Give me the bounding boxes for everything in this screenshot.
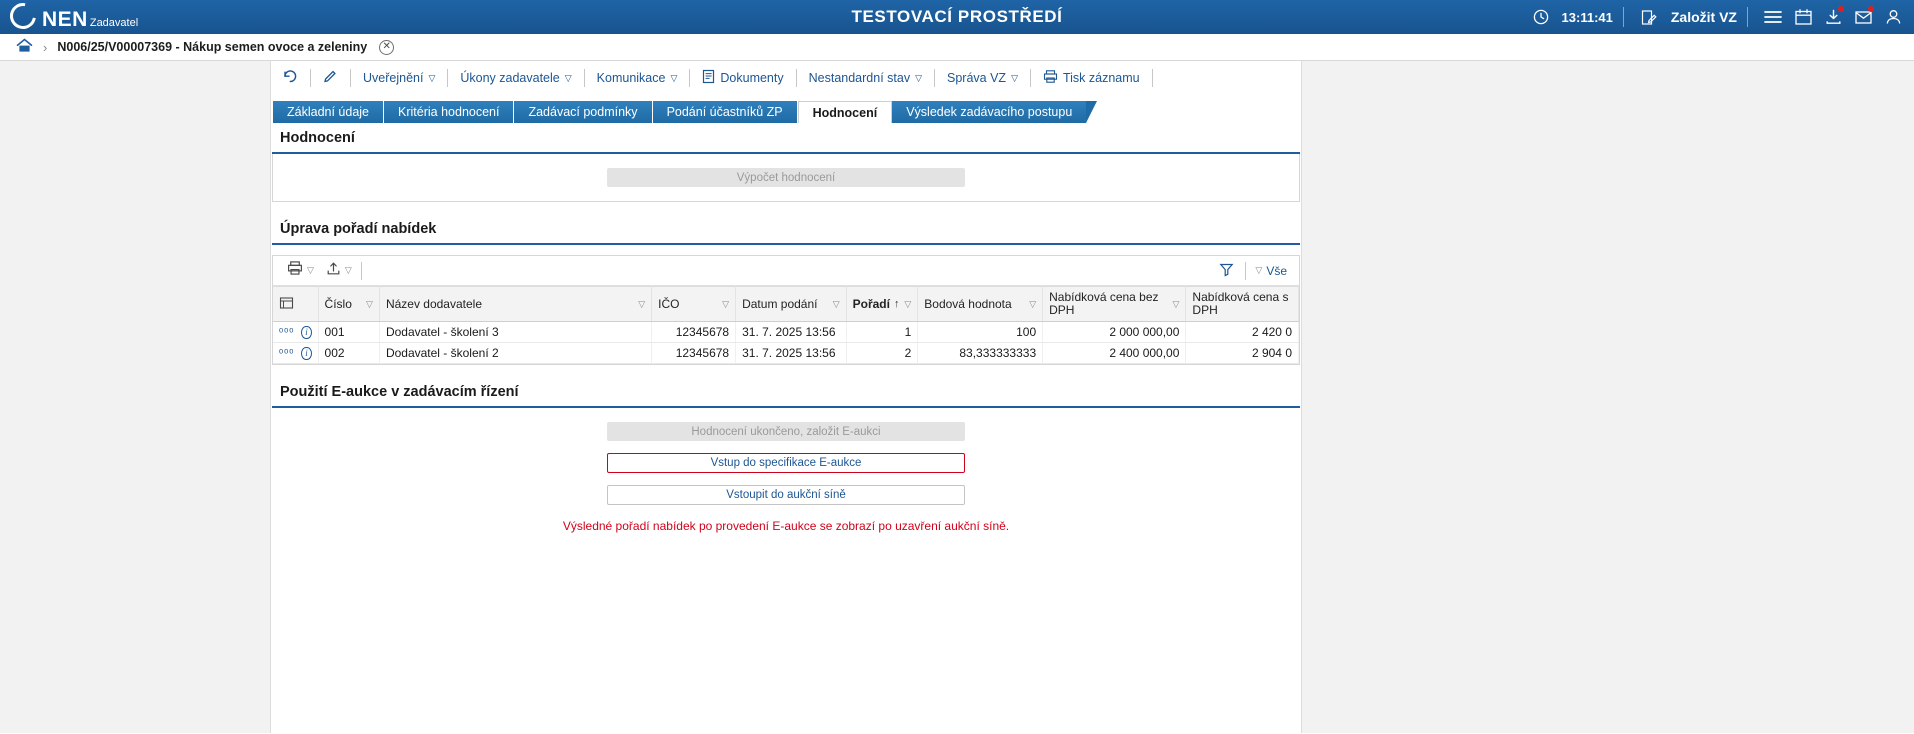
calendar-icon[interactable] (1788, 2, 1818, 32)
column-label: Nabídková cena s DPH (1192, 290, 1289, 317)
cell-ico: 12345678 (652, 322, 736, 343)
column-label: Bodová hodnota (924, 297, 1012, 311)
cell-cena-bez-dph: 2 400 000,00 (1043, 343, 1186, 364)
panel-hodnoceni (272, 154, 1300, 202)
action-nestandardni-stav[interactable] (800, 66, 931, 90)
action-sprava-vz[interactable] (938, 66, 1027, 90)
printer-icon (287, 260, 303, 281)
chevron-down-icon: ▽ (428, 72, 436, 83)
user-icon[interactable] (1878, 2, 1908, 32)
mail-icon[interactable] (1848, 2, 1878, 32)
row-actions-cell (273, 343, 318, 364)
action-toolbar (271, 61, 1301, 95)
tab-zadavaci-podminky[interactable] (514, 101, 652, 123)
section-title: Hodnocení (280, 130, 355, 146)
column-header-poradi[interactable] (846, 287, 918, 322)
cell-cislo: 002 (318, 343, 379, 364)
cell-nazev-dodavatele: Dodavatel - školení 2 (379, 343, 651, 364)
action-dokumenty-label: Dokumenty (720, 71, 784, 85)
clock-icon (1526, 2, 1556, 32)
download-badge (1838, 6, 1844, 12)
column-label: Nabídková cena bez DPH (1049, 290, 1159, 317)
download-icon[interactable] (1818, 2, 1848, 32)
tab-kriteria-hodnoceni[interactable] (384, 101, 514, 123)
cell-poradi: 1 (846, 322, 918, 343)
cell-nazev-dodavatele: Dodavatel - školení 3 (379, 322, 651, 343)
clock (1526, 2, 1613, 32)
section-header-poradi (272, 214, 1300, 245)
breadcrumb-item-label[interactable]: N006/25/V00007369 - Nákup semen ovoce a zeleniny (57, 40, 368, 54)
calculate-evaluation-button[interactable]: Výpočet hodnocení (607, 168, 965, 187)
tab-label: Základní údaje (287, 105, 370, 119)
pencil-icon (323, 69, 338, 87)
chevron-down-icon: ▽ (1011, 72, 1018, 83)
section-title: Úprava pořadí nabídek (280, 221, 437, 237)
action-edit[interactable] (314, 66, 347, 90)
action-uverejneni-label: Uveřejnění (363, 71, 424, 85)
cell-cislo: 001 (318, 322, 379, 343)
info-icon[interactable]: i (301, 347, 311, 360)
offers-grid (272, 255, 1300, 365)
tab-label: Zadávací podmínky (528, 105, 638, 119)
finish-button-row (271, 408, 1301, 447)
chevron-down-icon[interactable]: ▽ (1172, 298, 1180, 309)
cell-ico: 12345678 (652, 343, 736, 364)
tab-label: Výsledek zadávacího postupu (906, 105, 1073, 119)
cell-datum-podani: 31. 7. 2025 13:56 (736, 343, 847, 364)
divider (1152, 69, 1153, 87)
environment-title: TESTOVACÍ PROSTŘEDÍ (851, 7, 1063, 26)
breadcrumb (0, 34, 1914, 61)
action-ukony-label: Úkony zadavatele (460, 71, 560, 85)
column-label: Název dodavatele (385, 297, 483, 311)
enter-eauction-spec-button[interactable]: Vstup do specifikace E-aukce (607, 453, 965, 473)
chevron-down-icon[interactable]: ▽ (722, 298, 730, 309)
info-icon[interactable]: i (301, 326, 311, 339)
offers-table (273, 286, 1299, 364)
top-bar (0, 0, 1914, 34)
divider (1245, 262, 1246, 280)
document-icon (702, 69, 715, 87)
main-content (270, 61, 1302, 733)
column-header-nabidkova-cena-s-dph[interactable] (1186, 287, 1299, 322)
export-icon (326, 261, 341, 281)
finish-evaluation-button[interactable]: Hodnocení ukončeno, založit E-aukci (607, 422, 965, 441)
chevron-down-icon[interactable]: ▽ (1255, 265, 1263, 275)
column-header-datum-podani[interactable] (736, 287, 847, 322)
table-header-row (273, 287, 1299, 322)
print-button[interactable] (281, 260, 320, 281)
chevron-down-icon: ▽ (564, 72, 572, 83)
top-bar-right (1526, 0, 1914, 34)
row-menu-icon[interactable]: ᵒᵒᵒ (279, 326, 295, 338)
tab-label: Kritéria hodnocení (398, 105, 500, 119)
divider (350, 69, 351, 87)
cell-bodova-hodnota: 83,333333333 (918, 343, 1043, 364)
column-label: Číslo (324, 297, 352, 311)
brand-subtitle: Zadavatel (89, 17, 139, 29)
chevron-down-icon: ▽ (670, 72, 678, 83)
breadcrumb-separator: › (43, 39, 48, 55)
action-undo[interactable] (273, 66, 307, 90)
enter-auction-hall-button[interactable]: Vstoupit do aukční síně (607, 485, 965, 505)
chevron-down-icon: ▽ (915, 72, 922, 83)
column-label: Datum podání (742, 297, 818, 311)
chevron-down-icon[interactable]: ▽ (638, 298, 646, 309)
home-icon[interactable] (16, 38, 33, 56)
nen-logo-icon (5, 0, 41, 34)
row-menu-icon[interactable]: ᵒᵒᵒ (279, 347, 295, 359)
filter-all-label[interactable]: Vše (1266, 263, 1287, 278)
cell-bodova-hodnota: 100 (918, 322, 1043, 343)
divider (1623, 7, 1624, 27)
brand-logo-area[interactable] (0, 3, 138, 31)
cell-cena-s-dph: 2 904 0 (1186, 343, 1299, 364)
action-ukony-zadavatele[interactable] (451, 66, 580, 90)
hamburger-menu-icon[interactable] (1758, 2, 1788, 32)
divider (361, 262, 362, 280)
close-icon[interactable]: ✕ (379, 40, 394, 55)
action-uverejneni[interactable] (354, 66, 444, 90)
undo-icon (282, 69, 298, 87)
column-chooser-icon[interactable] (279, 296, 294, 313)
printer-icon (1043, 69, 1058, 87)
action-komunikace-label: Komunikace (596, 71, 666, 85)
section-header-eaukce (272, 377, 1300, 408)
divider (934, 69, 935, 87)
brand-name: NEN (42, 8, 88, 31)
tab-zakladni-udaje[interactable] (273, 101, 384, 123)
tab-label: Hodnocení (812, 105, 878, 120)
mail-badge (1868, 6, 1874, 12)
section-header-hodnoceni (272, 123, 1300, 154)
clock-time: 13:11:41 (1561, 9, 1613, 25)
cell-cena-s-dph: 2 420 0 (1186, 322, 1299, 343)
column-header-bodova-hodnota[interactable] (918, 287, 1043, 322)
edit-document-icon (1634, 2, 1664, 32)
create-procurement-button[interactable] (1634, 2, 1737, 32)
tab-vysledek-zadavaciho-postupu[interactable] (892, 101, 1087, 123)
spec-button-row (271, 447, 1301, 479)
column-header-nazev-dodavatele[interactable] (379, 287, 651, 322)
action-tisk-label: Tisk záznamu (1062, 71, 1140, 85)
chevron-down-icon[interactable]: ▽ (904, 298, 912, 309)
tab-bar (271, 99, 1301, 123)
tab-label: Podání účastníků ZP (666, 105, 783, 119)
column-label: Pořadí (852, 297, 890, 311)
action-dokumenty[interactable] (693, 66, 792, 90)
hall-button-row (271, 479, 1301, 511)
action-komunikace[interactable] (588, 66, 687, 90)
cell-poradi: 2 (846, 343, 918, 364)
tab-hodnoceni[interactable] (798, 101, 893, 123)
table-row[interactable] (273, 343, 1299, 364)
divider (584, 69, 585, 87)
eaukce-note: Výsledné pořadí nabídek po provedení E-aukce se zobrazí po uzavření aukční síně. (562, 519, 1010, 533)
divider (1030, 69, 1031, 87)
action-sprava-label: Správa VZ (947, 71, 1007, 85)
chevron-down-icon[interactable]: ▽ (832, 298, 840, 309)
column-header-cislo[interactable] (318, 287, 379, 322)
column-label: IČO (658, 297, 680, 311)
chevron-down-icon[interactable]: ▽ (1029, 298, 1037, 309)
chevron-down-icon[interactable]: ▽ (366, 298, 373, 309)
cell-cena-bez-dph: 2 000 000,00 (1043, 322, 1186, 343)
tab-podani-ucastniku-zp[interactable] (653, 101, 798, 123)
table-row[interactable] (273, 322, 1299, 343)
column-header-nabidkova-cena-bez-dph[interactable] (1043, 287, 1186, 322)
panel-eaukce (271, 408, 1301, 547)
grid-toolbar (273, 256, 1299, 286)
page-background (0, 61, 1914, 733)
grid-toolbar-right (1211, 262, 1291, 280)
cell-datum-podani: 31. 7. 2025 13:56 (736, 322, 847, 343)
divider (1747, 7, 1748, 27)
chevron-down-icon: ▽ (307, 265, 314, 275)
divider (310, 69, 311, 87)
action-nestandardni-label: Nestandardní stav (808, 71, 911, 85)
chevron-down-icon: ▽ (344, 265, 352, 275)
sort-ascending-icon[interactable]: ↑ (893, 298, 900, 310)
column-header-ico[interactable] (652, 287, 736, 322)
create-procurement-label: Založit VZ (1670, 9, 1737, 25)
divider (796, 69, 797, 87)
row-actions-cell (273, 322, 318, 343)
funnel-icon[interactable] (1211, 262, 1242, 280)
section-title: Použití E-aukce v zadávacím řízení (280, 384, 519, 400)
calc-button-row (273, 154, 1299, 201)
divider (689, 69, 690, 87)
divider (447, 69, 448, 87)
column-chooser-header[interactable] (273, 287, 318, 322)
action-tisk-zaznamu[interactable] (1034, 66, 1149, 90)
export-button[interactable] (320, 261, 358, 281)
